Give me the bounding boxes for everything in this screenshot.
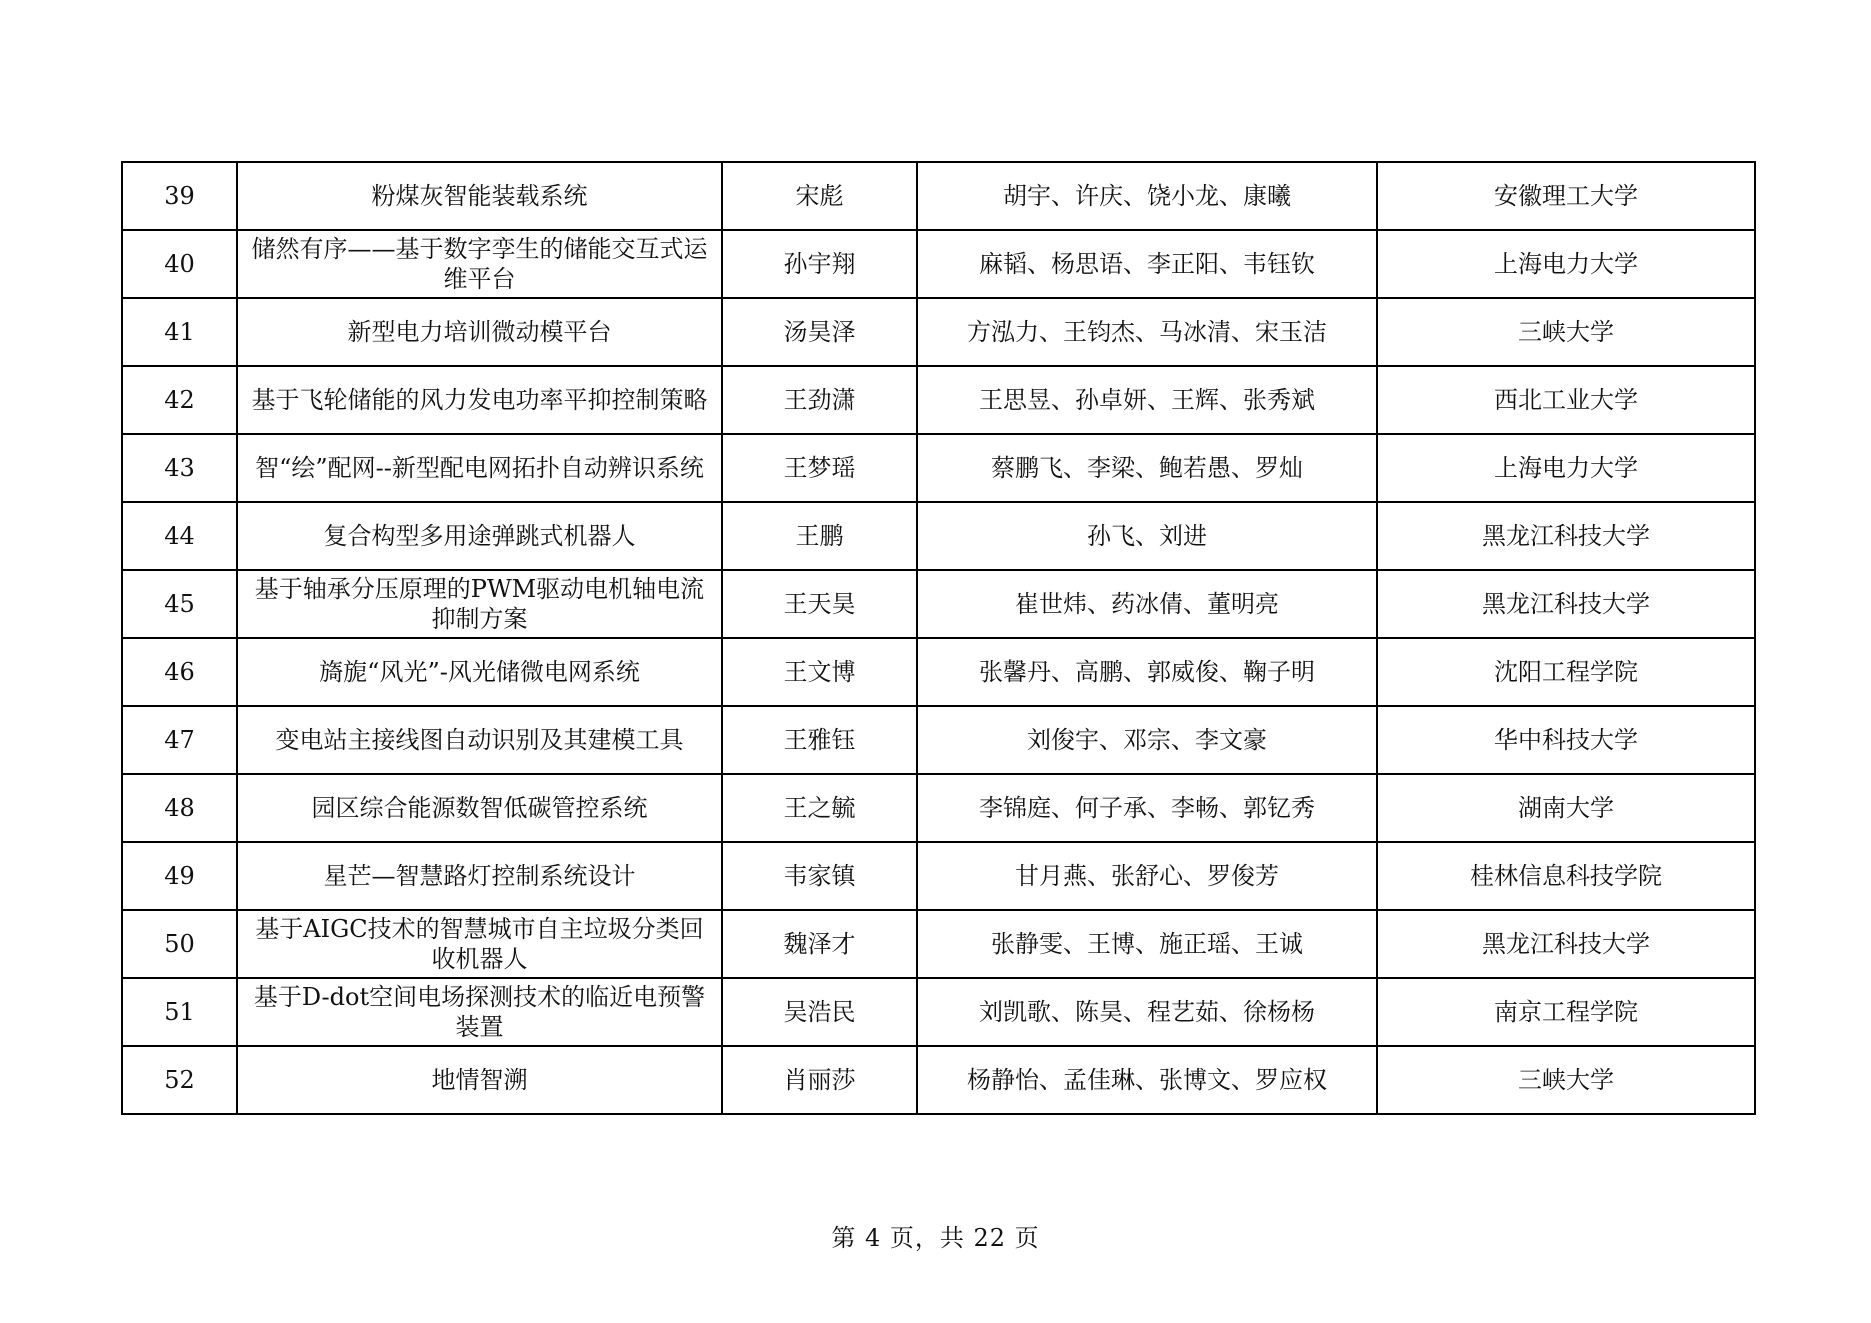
row-number-cell: 45 <box>122 570 237 638</box>
row-number-cell: 41 <box>122 298 237 366</box>
row-number-cell: 52 <box>122 1046 237 1114</box>
school-cell: 西北工业大学 <box>1377 366 1755 434</box>
row-number-cell: 40 <box>122 230 237 298</box>
school-cell: 湖南大学 <box>1377 774 1755 842</box>
project-title-cell: 地情智溯 <box>237 1046 722 1114</box>
school-cell: 三峡大学 <box>1377 1046 1755 1114</box>
members-cell: 甘月燕、张舒心、罗俊芳 <box>917 842 1377 910</box>
row-number-cell: 46 <box>122 638 237 706</box>
leader-cell: 肖丽莎 <box>722 1046 917 1114</box>
school-cell: 安徽理工大学 <box>1377 162 1755 230</box>
table-row <box>122 910 1755 978</box>
leader-cell: 王天昊 <box>722 570 917 638</box>
project-list-table <box>121 161 1756 1115</box>
table-row <box>122 570 1755 638</box>
row-number-cell: 42 <box>122 366 237 434</box>
table-row <box>122 638 1755 706</box>
members-cell: 张静雯、王博、施正瑶、王诚 <box>917 910 1377 978</box>
members-cell: 刘俊宇、邓宗、李文豪 <box>917 706 1377 774</box>
project-title-cell: 复合构型多用途弹跳式机器人 <box>237 502 722 570</box>
table-row <box>122 162 1755 230</box>
table-body <box>122 162 1755 1114</box>
project-title-cell: 变电站主接线图自动识别及其建模工具 <box>237 706 722 774</box>
leader-cell: 宋彪 <box>722 162 917 230</box>
school-cell: 华中科技大学 <box>1377 706 1755 774</box>
school-cell: 上海电力大学 <box>1377 230 1755 298</box>
project-title-cell: 智“绘”配网--新型配电网拓扑自动辨识系统 <box>237 434 722 502</box>
row-number-cell: 39 <box>122 162 237 230</box>
members-cell: 麻韬、杨思语、李正阳、韦钰钦 <box>917 230 1377 298</box>
school-cell: 三峡大学 <box>1377 298 1755 366</box>
leader-cell: 孙宇翔 <box>722 230 917 298</box>
school-cell: 黑龙江科技大学 <box>1377 502 1755 570</box>
table-row <box>122 774 1755 842</box>
row-number-cell: 48 <box>122 774 237 842</box>
table-row <box>122 842 1755 910</box>
table-row <box>122 230 1755 298</box>
table-row <box>122 706 1755 774</box>
school-cell: 南京工程学院 <box>1377 978 1755 1046</box>
members-cell: 李锦庭、何子承、李畅、郭钇秀 <box>917 774 1377 842</box>
row-number-cell: 51 <box>122 978 237 1046</box>
members-cell: 崔世炜、药冰倩、董明亮 <box>917 570 1377 638</box>
table-row <box>122 502 1755 570</box>
members-cell: 孙飞、刘进 <box>917 502 1377 570</box>
members-cell: 杨静怡、孟佳琳、张博文、罗应权 <box>917 1046 1377 1114</box>
leader-cell: 王鹏 <box>722 502 917 570</box>
row-number-cell: 47 <box>122 706 237 774</box>
leader-cell: 王梦瑶 <box>722 434 917 502</box>
project-title-cell: 储然有序——基于数字孪生的储能交互式运维平台 <box>237 230 722 298</box>
members-cell: 王思昱、孙卓妍、王辉、张秀斌 <box>917 366 1377 434</box>
project-title-cell: 粉煤灰智能装载系统 <box>237 162 722 230</box>
project-title-cell: 基于轴承分压原理的PWM驱动电机轴电流抑制方案 <box>237 570 722 638</box>
project-title-cell: 基于飞轮储能的风力发电功率平抑控制策略 <box>237 366 722 434</box>
leader-cell: 王之毓 <box>722 774 917 842</box>
members-cell: 刘凯歌、陈昊、程艺茹、徐杨杨 <box>917 978 1377 1046</box>
project-title-cell: 园区综合能源数智低碳管控系统 <box>237 774 722 842</box>
school-cell: 沈阳工程学院 <box>1377 638 1755 706</box>
school-cell: 黑龙江科技大学 <box>1377 570 1755 638</box>
school-cell: 桂林信息科技学院 <box>1377 842 1755 910</box>
project-title-cell: 星芒—智慧路灯控制系统设计 <box>237 842 722 910</box>
members-cell: 方泓力、王钧杰、马冰清、宋玉洁 <box>917 298 1377 366</box>
members-cell: 蔡鹏飞、李梁、鲍若愚、罗灿 <box>917 434 1377 502</box>
project-title-cell: 新型电力培训微动模平台 <box>237 298 722 366</box>
table-row <box>122 366 1755 434</box>
school-cell: 黑龙江科技大学 <box>1377 910 1755 978</box>
members-cell: 张馨丹、高鹏、郭威俊、鞠子明 <box>917 638 1377 706</box>
members-cell: 胡宇、许庆、饶小龙、康曦 <box>917 162 1377 230</box>
row-number-cell: 43 <box>122 434 237 502</box>
project-title-cell: 基于D-dot空间电场探测技术的临近电预警装置 <box>237 978 722 1046</box>
table-row <box>122 434 1755 502</box>
table-row <box>122 978 1755 1046</box>
school-cell: 上海电力大学 <box>1377 434 1755 502</box>
page-number-footer: 第 4 页，共 22 页 <box>831 1224 1040 1252</box>
leader-cell: 吴浩民 <box>722 978 917 1046</box>
table-row <box>122 298 1755 366</box>
project-title-cell: 基于AIGC技术的智慧城市自主垃圾分类回收机器人 <box>237 910 722 978</box>
project-title-cell: 旖旎“风光”-风光储微电网系统 <box>237 638 722 706</box>
row-number-cell: 50 <box>122 910 237 978</box>
row-number-cell: 44 <box>122 502 237 570</box>
leader-cell: 魏泽才 <box>722 910 917 978</box>
leader-cell: 王劲潇 <box>722 366 917 434</box>
leader-cell: 韦家镇 <box>722 842 917 910</box>
leader-cell: 汤昊泽 <box>722 298 917 366</box>
leader-cell: 王文博 <box>722 638 917 706</box>
leader-cell: 王雅钰 <box>722 706 917 774</box>
table-row <box>122 1046 1755 1114</box>
row-number-cell: 49 <box>122 842 237 910</box>
